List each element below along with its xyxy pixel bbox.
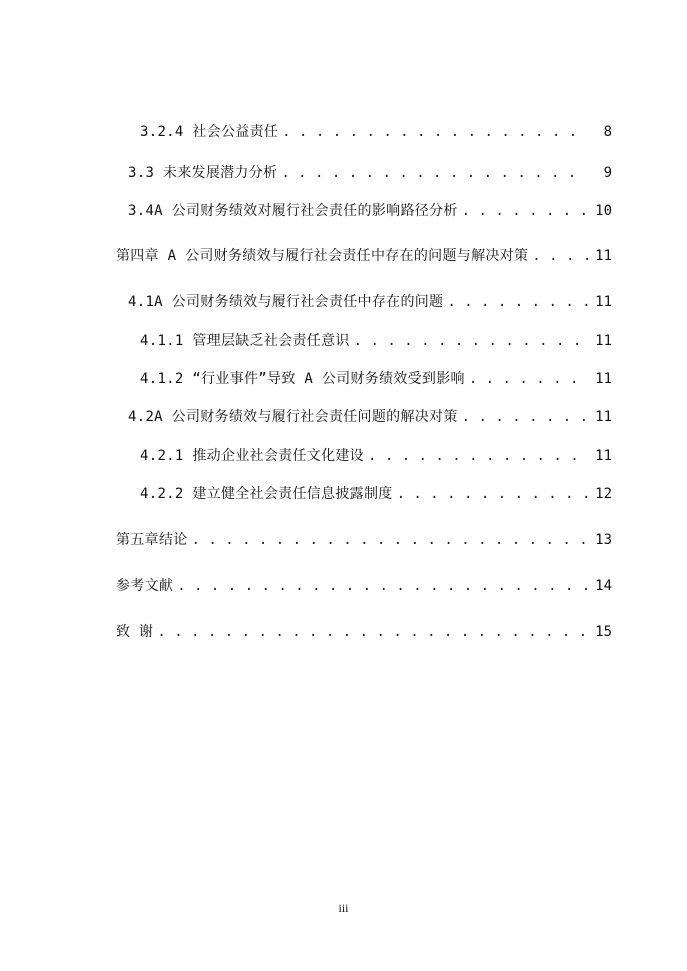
toc-entry-title: 4.2A 公司财务绩效与履行社会责任问题的解决对策 [128, 409, 458, 425]
toc-entry-3-3[interactable] [128, 163, 612, 183]
toc-dot-leader [397, 484, 588, 504]
toc-dot-leader [192, 530, 589, 550]
toc-page-number: 9 [603, 165, 612, 181]
toc-entry-4-1-2[interactable] [140, 369, 612, 389]
toc-page-number: 11 [595, 409, 612, 425]
toc-dot-leader [532, 246, 588, 266]
toc-entry-acknowledgements[interactable] [116, 622, 612, 642]
toc-entry-4-2-1[interactable] [140, 446, 612, 466]
toc-dot-leader [462, 201, 588, 221]
toc-page-number: 10 [595, 203, 612, 219]
toc-entry-title: 4.1.2 “行业事件”导致 A 公司财务绩效受到影响 [140, 371, 465, 387]
toc-entry-title: 第五章结论 [116, 532, 188, 548]
toc-entry-chapter-5[interactable] [116, 530, 612, 550]
toc-entry-title: 参考文献 [116, 578, 174, 594]
toc-entry-3-4[interactable] [128, 201, 612, 221]
toc-page-number: 11 [595, 333, 612, 349]
toc-dot-leader [157, 622, 588, 642]
toc-entry-title: 第四章 A 公司财务绩效与履行社会责任中存在的问题与解决对策 [116, 248, 529, 264]
toc-dot-leader [462, 407, 588, 427]
toc-entry-4-1[interactable] [128, 292, 612, 312]
toc-page-number: 13 [595, 532, 612, 548]
toc-page-number: 14 [595, 578, 612, 594]
toc-entry-chapter-4[interactable] [116, 246, 612, 266]
toc-page-number: 15 [595, 624, 612, 640]
toc-dot-leader [281, 163, 588, 183]
toc-dot-leader [354, 331, 588, 351]
toc-page-number: 8 [603, 124, 612, 140]
toc-page-number: 11 [595, 448, 612, 464]
toc-dot-leader [177, 576, 588, 596]
toc-entry-title: 4.2.2 建立健全社会责任信息披露制度 [140, 486, 393, 502]
toc-entry-title: 4.1.1 管理层缺乏社会责任意识 [140, 333, 350, 349]
toc-entry-4-2-2[interactable] [140, 484, 612, 504]
toc-entry-title: 4.1A 公司财务绩效与履行社会责任中存在的问题 [128, 294, 444, 310]
toc-dot-leader [447, 292, 588, 312]
toc-entry-3-2-4[interactable] [140, 122, 612, 142]
toc-dot-leader [469, 369, 588, 389]
toc-entry-title: 3.2.4 社会公益责任 [140, 124, 279, 140]
toc-page-number: 11 [595, 248, 612, 264]
toc-page-number: 11 [595, 371, 612, 387]
toc-entry-title: 3.3 未来发展潜力分析 [128, 165, 278, 181]
page-number-footer: iii [338, 901, 349, 915]
toc-dot-leader [368, 446, 588, 466]
toc-entry-references[interactable] [116, 576, 612, 596]
toc-entry-4-2[interactable] [128, 407, 612, 427]
toc-dot-leader [282, 122, 588, 142]
toc-page-number: 11 [595, 294, 612, 310]
toc-page-number: 12 [595, 486, 612, 502]
toc-entry-title: 4.2.1 推动企业社会责任文化建设 [140, 448, 364, 464]
toc-entry-4-1-1[interactable] [140, 331, 612, 351]
toc-entry-title: 致 谢 [116, 624, 154, 640]
toc-entry-title: 3.4A 公司财务绩效对履行社会责任的影响路径分析 [128, 203, 458, 219]
